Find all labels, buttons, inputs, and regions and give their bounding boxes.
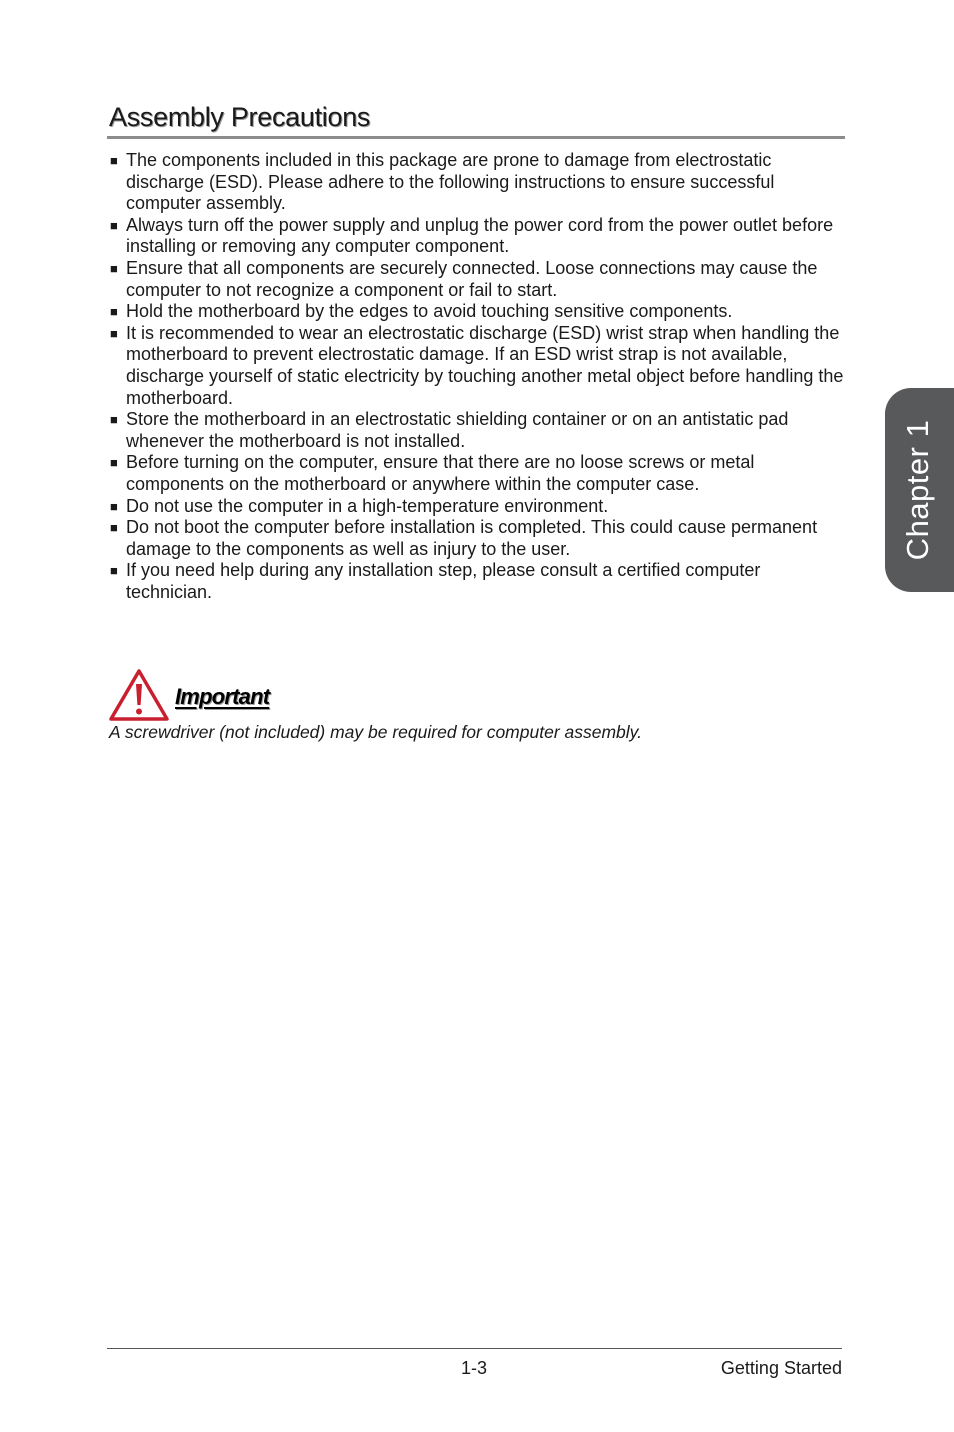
- bullet-square-icon: ■: [110, 520, 118, 536]
- list-item: [109, 517, 849, 560]
- list-item-text: It is recommended to wear an electrostatic discharge (ESD) wrist strap when handling the motherboard to prevent electrostatic damage. If an ESD wrist strap is not available, discharge yourself of static electricity by touching another metal object before handling the motherboard.: [126, 322, 844, 408]
- list-item: [109, 409, 849, 452]
- footer-section-name: Getting Started: [720, 1358, 842, 1378]
- bullet-square-icon: ■: [110, 217, 118, 233]
- list-item: [109, 452, 849, 495]
- bullet-square-icon: ■: [110, 153, 118, 168]
- title-divider: [107, 136, 845, 139]
- list-item-text: Always turn off the power supply and unplug the power cord from the power outlet before installing or removing any computer component.: [126, 214, 834, 257]
- bullet-square-icon: ■: [110, 325, 118, 341]
- warning-triangle-icon: [108, 668, 170, 722]
- precaution-list: [109, 150, 849, 603]
- list-item: [109, 215, 849, 258]
- list-item-text: If you need help during any installation step, please consult a certified computer technician.: [126, 560, 761, 602]
- page-number: 1-3: [461, 1358, 488, 1378]
- list-item-text: The components included in this package are prone to damage from electrostatic discharge (ESD). Please adhere to the following instructions to ensure successful computer assembly.: [126, 150, 775, 214]
- list-item: [109, 496, 849, 518]
- bullet-square-icon: ■: [110, 498, 118, 514]
- chapter-tab-label: Chapter 1: [900, 419, 935, 561]
- bullet-square-icon: ■: [110, 455, 118, 471]
- page-title: Assembly Precautions: [109, 102, 371, 132]
- note-heading: Important: [175, 684, 270, 709]
- list-item-text: Hold the motherboard by the edges to avoid touching sensitive components.: [126, 301, 733, 322]
- list-item-text: Do not use the computer in a high-temperature environment.: [126, 495, 609, 516]
- list-item: [109, 323, 849, 409]
- list-item: [109, 258, 849, 301]
- list-item: [109, 560, 849, 603]
- list-item: [109, 150, 849, 215]
- list-item-text: Do not boot the computer before installation is completed. This could cause permanent damage to the components as well as injury to the user.: [126, 517, 818, 559]
- list-item-text: Ensure that all components are securely connected. Loose connections may cause the computer to not recognize a component or fail to start.: [126, 257, 818, 300]
- list-item: [109, 301, 849, 323]
- bullet-square-icon: ■: [110, 563, 118, 579]
- bullet-square-icon: ■: [110, 412, 118, 428]
- bullet-square-icon: ■: [110, 304, 118, 320]
- list-item-text: Store the motherboard in an electrostatic shielding container or on an antistatic pad whenever the motherboard is not installed.: [126, 409, 789, 451]
- note-text: A screwdriver (not included) may be required for computer assembly.: [109, 722, 642, 742]
- footer-divider: [107, 1348, 842, 1349]
- list-item-text: Before turning on the computer, ensure that there are no loose screws or metal components on the motherboard or anywhere within the computer case.: [126, 452, 755, 494]
- bullet-square-icon: ■: [110, 260, 118, 276]
